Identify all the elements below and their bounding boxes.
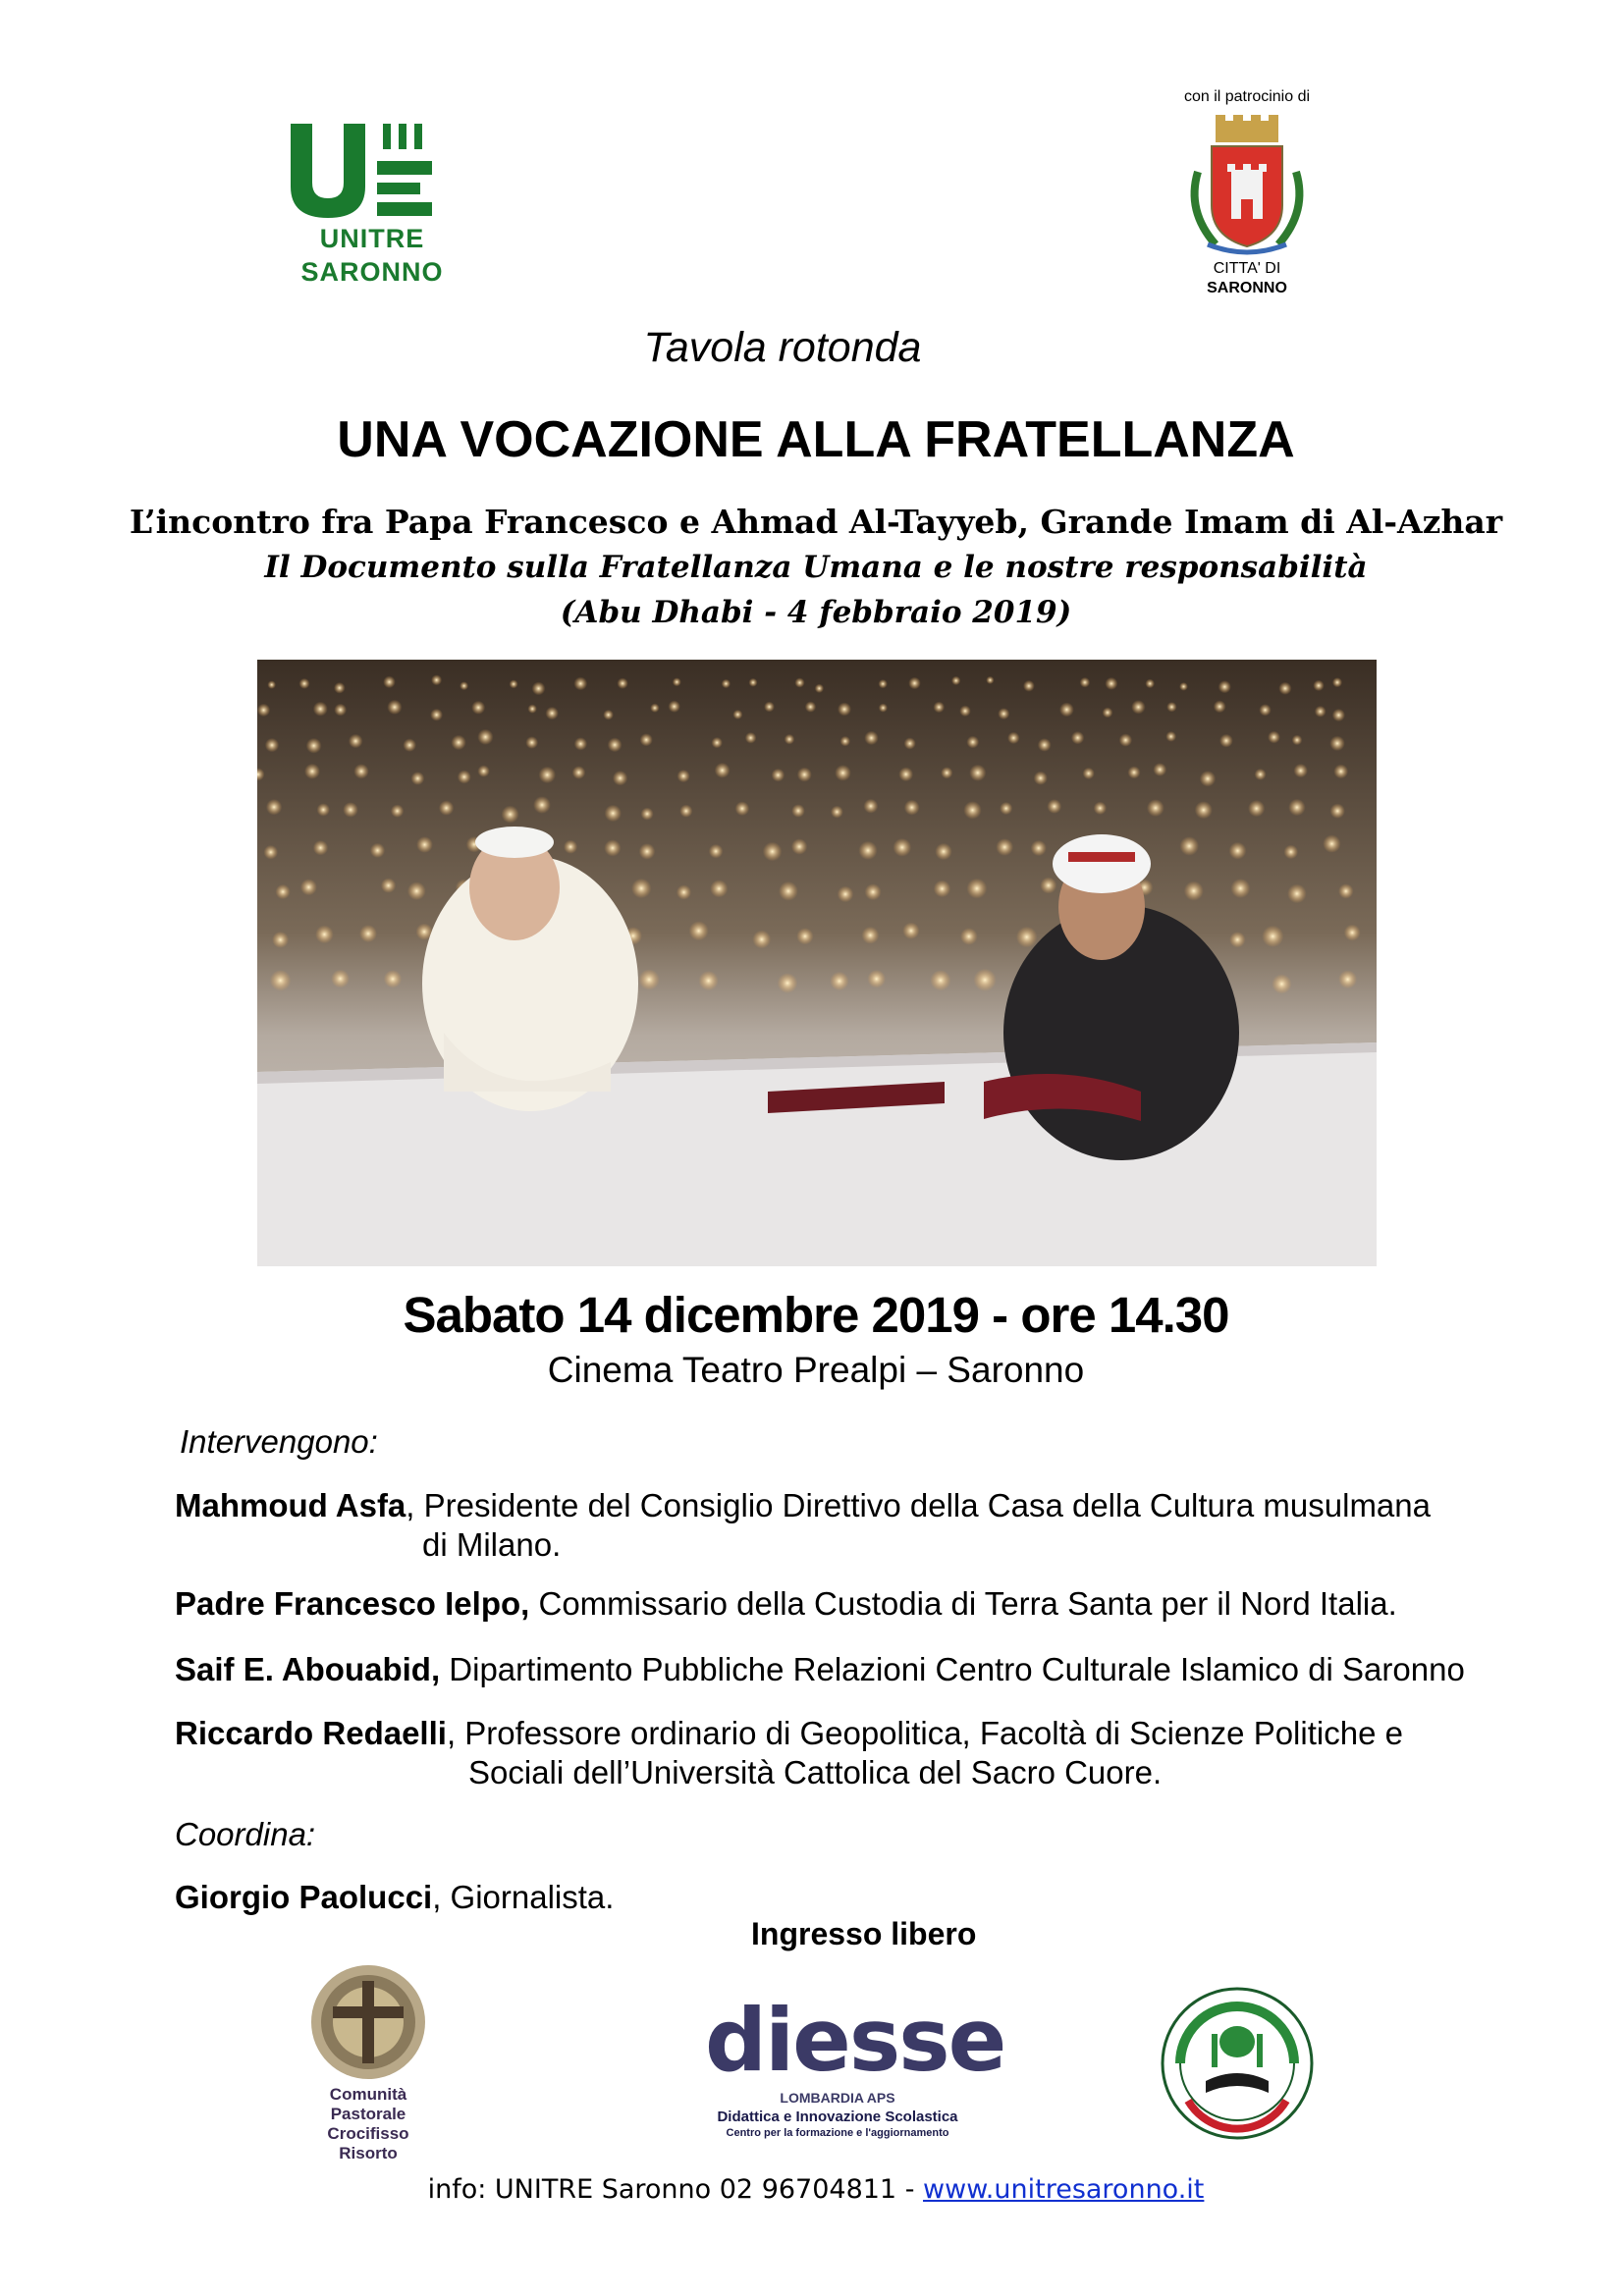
bokeh-light <box>967 879 988 899</box>
bokeh-light <box>722 679 731 688</box>
bokeh-light <box>276 884 291 899</box>
bokeh-light <box>264 845 279 860</box>
bokeh-light <box>391 805 404 818</box>
bokeh-light <box>1007 732 1019 744</box>
unitre-logo <box>289 122 456 289</box>
bokeh-light <box>1200 771 1216 786</box>
bokeh-light <box>677 884 691 899</box>
bokeh-light <box>266 799 282 815</box>
bokeh-light <box>416 836 433 853</box>
speaker-name: Riccardo Redaelli <box>175 1715 447 1751</box>
event-subtitle-line2: Il Documento sulla Fratellanza Umana e le nostre responsabilità <box>264 550 1368 585</box>
bokeh-light <box>904 800 920 816</box>
bokeh-light <box>572 766 586 779</box>
bokeh-light <box>431 674 442 685</box>
speaker-role-continued: di Milano. <box>422 1526 562 1563</box>
speaker-role: , Professore ordinario di Geopolitica, Facoltà di Scienze Politiche e <box>446 1715 1403 1751</box>
bokeh-light <box>1080 677 1091 688</box>
unitre-logo-line2: SARONNO <box>300 257 444 287</box>
bokeh-light <box>966 736 979 749</box>
bokeh-light <box>935 843 951 860</box>
patronage-label: con il patrocinio di <box>1183 88 1311 105</box>
bokeh-light <box>1145 679 1155 689</box>
bokeh-light <box>458 771 471 784</box>
diesse-line2: Didattica e Innovazione Scolastica <box>717 2109 958 2125</box>
moderator-name: Giorgio Paolucci <box>175 1879 433 1915</box>
bokeh-light <box>1083 768 1095 779</box>
diesse-name: diesse <box>705 1990 1005 2091</box>
speakers-label: Intervengono: <box>180 1423 378 1460</box>
bokeh-light <box>1248 800 1265 817</box>
bokeh-light <box>1284 845 1299 860</box>
event-photo <box>257 660 1377 1266</box>
bokeh-light <box>334 704 347 717</box>
bokeh-light <box>317 803 330 816</box>
bokeh-light <box>1000 802 1012 815</box>
bokeh-light <box>712 737 723 748</box>
event-title: UNA VOCAZIONE ALLA FRATELLANZA <box>337 411 1295 468</box>
bokeh-light <box>477 765 489 776</box>
bokeh-light <box>1023 680 1035 692</box>
bokeh-light <box>605 805 622 822</box>
bokeh-light <box>969 765 986 781</box>
bokeh-light <box>272 932 289 948</box>
bokeh-light <box>732 710 742 720</box>
bokeh-light <box>257 704 270 717</box>
bokeh-light <box>631 879 651 898</box>
bokeh-light <box>639 843 656 860</box>
bokeh-light <box>617 678 627 689</box>
bokeh-light <box>638 969 659 989</box>
bokeh-light <box>546 707 559 720</box>
comunita-line3: Crocifisso <box>327 2124 409 2143</box>
bokeh-light <box>1031 840 1047 856</box>
diesse-line1: LOMBARDIA APS <box>780 2090 895 2106</box>
bokeh-light <box>613 771 627 785</box>
bokeh-light <box>879 704 888 713</box>
bokeh-light <box>533 796 551 814</box>
bokeh-light <box>604 839 621 856</box>
bokeh-light <box>996 838 1013 856</box>
speaker-role: Commissario della Custodia di Terra Santa per il Nord Italia. <box>529 1585 1397 1622</box>
bokeh-light <box>867 970 886 988</box>
bokeh-light <box>763 842 783 862</box>
bokeh-light <box>791 804 805 818</box>
bokeh-light <box>805 701 816 712</box>
bokeh-light <box>1229 932 1245 947</box>
bokeh-light <box>772 769 785 782</box>
bokeh-light <box>407 881 426 900</box>
bokeh-light <box>502 806 519 824</box>
bokeh-light <box>1255 769 1267 780</box>
moderator-role: , Giornalista. <box>432 1879 615 1915</box>
bokeh-light <box>1040 878 1056 894</box>
bokeh-light <box>864 799 879 814</box>
bokeh-light <box>1259 704 1271 716</box>
bokeh-light <box>1338 970 1357 988</box>
bokeh-light <box>1059 703 1074 718</box>
bokeh-light <box>1344 925 1361 941</box>
bokeh-light <box>951 676 960 685</box>
bokeh-light <box>864 731 878 745</box>
bokeh-light <box>265 738 279 752</box>
bokeh-light <box>1047 799 1061 814</box>
bokeh-light <box>353 764 368 778</box>
event-kicker: Tavola rotonda <box>643 324 922 371</box>
bokeh-light <box>1105 677 1117 690</box>
bokeh-light <box>383 676 396 689</box>
speaker-name: Padre Francesco Ielpo, <box>175 1585 530 1622</box>
comunita-line4: Risorto <box>339 2144 398 2163</box>
info-text: info: UNITRE Saronno 02 96704811 - <box>427 2174 924 2205</box>
bokeh-light <box>1230 879 1250 898</box>
bokeh-light <box>1179 682 1188 691</box>
bokeh-light <box>564 840 577 854</box>
bokeh-light <box>764 702 775 713</box>
bokeh-light <box>1332 677 1342 687</box>
bokeh-light <box>430 709 443 721</box>
bokeh-light <box>673 677 681 686</box>
moderator-item <box>175 1877 614 1917</box>
bokeh-light <box>574 737 587 750</box>
bokeh-light <box>510 679 518 688</box>
bokeh-light <box>838 886 854 903</box>
bokeh-light <box>313 840 328 855</box>
diesse-line3: Centro per la formazione e l'aggiornamento <box>726 2127 949 2139</box>
bokeh-light <box>1333 765 1348 779</box>
bokeh-light <box>532 682 546 696</box>
bokeh-light <box>974 969 997 991</box>
speaker-role: , Presidente del Consiglio Direttivo della Casa della Cultura musulmana <box>406 1487 1431 1523</box>
event-subtitle-line1: L’incontro fra Papa Francesco e Ahmad Al-Tayyeb, Grande Imam di Al-Azhar <box>129 503 1503 541</box>
bokeh-light <box>959 706 971 718</box>
bokeh-light <box>1128 766 1141 778</box>
bokeh-light <box>794 677 804 687</box>
bokeh-light <box>1218 680 1231 693</box>
bokeh-light <box>1034 772 1048 785</box>
bokeh-light <box>608 737 623 752</box>
bokeh-light <box>1038 738 1052 752</box>
bokeh-light <box>791 838 807 854</box>
bokeh-light <box>778 973 798 993</box>
bokeh-light <box>669 701 680 713</box>
bokeh-light <box>941 767 952 778</box>
bokeh-light <box>1179 836 1199 856</box>
bokeh-light <box>343 802 358 818</box>
speaker-item <box>175 1649 1465 1689</box>
bokeh-light <box>331 970 350 988</box>
bokeh-light <box>934 702 946 714</box>
bokeh-light <box>313 702 328 717</box>
bokeh-light <box>1094 802 1107 815</box>
bokeh-light <box>1292 735 1303 746</box>
bokeh-light <box>898 767 913 781</box>
bokeh-light <box>384 970 402 988</box>
bokeh-light <box>699 971 719 990</box>
bokeh-light <box>1262 926 1283 947</box>
bokeh-light <box>1229 842 1247 860</box>
bokeh-light <box>1165 731 1176 742</box>
bokeh-light <box>270 970 292 991</box>
comunita-pastorale-logo <box>299 1963 437 2164</box>
bokeh-light <box>439 800 454 815</box>
bokeh-light <box>1214 700 1226 713</box>
bokeh-light <box>715 763 731 778</box>
bokeh-light <box>603 710 614 721</box>
bokeh-light <box>1195 801 1213 819</box>
bokeh-light <box>838 703 851 717</box>
bokeh-light <box>267 680 276 689</box>
bokeh-light <box>930 970 950 990</box>
event-date-time: Sabato 14 dicembre 2019 - ore 14.30 <box>403 1287 1229 1343</box>
bokeh-light <box>403 738 416 752</box>
bokeh-light <box>349 734 363 749</box>
bokeh-light <box>745 732 757 744</box>
bokeh-light <box>862 927 880 944</box>
coat-of-arms-icon <box>1168 113 1326 260</box>
bokeh-light <box>1313 680 1324 691</box>
bokeh-light <box>893 838 911 857</box>
info-line <box>0 2174 1624 2205</box>
speaker-name: Saif E. Abouabid, <box>175 1651 441 1687</box>
bokeh-light <box>1184 881 1204 901</box>
bokeh-light <box>908 677 921 690</box>
bokeh-light <box>835 765 851 781</box>
saronno-coat-of-arms <box>1168 113 1326 314</box>
bokeh-light <box>749 678 758 687</box>
bokeh-light <box>1294 764 1308 777</box>
bokeh-light <box>710 880 728 897</box>
signing-ceremony-image <box>257 660 1377 1266</box>
bokeh-light <box>304 764 320 779</box>
event-venue: Cinema Teatro Prealpi – Saronno <box>547 1350 1085 1390</box>
bokeh-light <box>679 805 692 818</box>
bokeh-light <box>779 881 798 901</box>
bokeh-light <box>641 808 654 821</box>
bokeh-light <box>1103 708 1113 719</box>
bokeh-light <box>902 923 919 939</box>
bokeh-light <box>689 921 709 940</box>
bokeh-light <box>539 767 556 783</box>
bokeh-light <box>858 841 877 860</box>
bokeh-light <box>359 925 377 942</box>
bokeh-light <box>315 926 334 944</box>
centro-culturale-islamico-logo <box>1159 1983 1316 2145</box>
comunita-line2: Pastorale <box>330 2105 406 2123</box>
bokeh-light <box>1131 700 1145 714</box>
bokeh-light <box>963 801 981 819</box>
bokeh-light <box>1119 733 1132 746</box>
bokeh-light <box>300 879 317 895</box>
bokeh-light <box>1338 883 1353 898</box>
bokeh-light <box>840 736 851 747</box>
speaker-item <box>175 1485 1431 1525</box>
bokeh-light <box>934 881 951 898</box>
bokeh-light <box>1330 804 1345 819</box>
speaker-role: Dipartimento Pubbliche Relazioni Centro Culturale Islamico di Saronno <box>440 1651 1465 1687</box>
coat-label-line2: SARONNO <box>1207 280 1287 296</box>
website-link[interactable]: www.unitresaronno.it <box>923 2174 1205 2205</box>
bokeh-light <box>1329 736 1345 752</box>
bokeh-light <box>370 843 385 858</box>
bokeh-light <box>785 734 795 745</box>
bokeh-light <box>640 733 653 746</box>
bokeh-light <box>1332 709 1345 721</box>
bokeh-light <box>334 682 346 694</box>
bokeh-light <box>1147 799 1164 817</box>
bokeh-light <box>306 738 322 754</box>
speaker-name: Mahmoud Asfa <box>175 1487 406 1523</box>
bokeh-light <box>1219 734 1233 748</box>
bokeh-light <box>831 806 843 819</box>
moderator-label: Coordina: <box>175 1816 316 1852</box>
coat-label-line1: CITTA' DI <box>1213 260 1281 277</box>
bokeh-light <box>411 772 425 785</box>
bokeh-light <box>815 684 824 693</box>
bokeh-light <box>904 737 916 749</box>
bokeh-light <box>1272 974 1291 993</box>
bokeh-light <box>1166 702 1176 712</box>
cross-emblem-icon <box>299 1963 437 2081</box>
bokeh-light <box>387 700 402 715</box>
bokeh-light <box>709 844 724 859</box>
event-subtitle-line3: (Abu Dhabi - 4 febbraio 2019) <box>560 595 1072 630</box>
bokeh-light <box>471 701 485 715</box>
bokeh-light <box>460 681 468 690</box>
bokeh-light <box>998 708 1009 720</box>
bokeh-light <box>1323 834 1340 852</box>
admission-note: Ingresso libero <box>751 1916 977 1951</box>
bokeh-light <box>677 770 690 782</box>
bokeh-light <box>797 768 812 782</box>
bokeh-light <box>960 928 978 945</box>
islamic-center-emblem-icon <box>1159 1983 1316 2145</box>
speaker-item <box>175 1713 1403 1753</box>
unitre-logo-line1: UNITRE <box>319 224 425 253</box>
bokeh-light <box>528 704 537 713</box>
bokeh-light <box>830 972 848 990</box>
bokeh-light <box>381 878 396 892</box>
bokeh-light <box>650 704 659 713</box>
bokeh-light <box>451 735 465 750</box>
diesse-logo <box>705 1990 1005 2145</box>
speaker-role-continued: Sociali dell’Università Cattolica del Sacro Cuore. <box>468 1754 1163 1790</box>
bokeh-light <box>865 883 882 900</box>
bokeh-light <box>299 678 310 689</box>
bokeh-light <box>1287 884 1307 904</box>
bokeh-light <box>1315 706 1326 718</box>
bokeh-light <box>573 677 587 691</box>
speaker-item <box>175 1583 1397 1624</box>
bokeh-light <box>1016 927 1038 948</box>
bokeh-light <box>735 801 750 816</box>
bokeh-light <box>986 676 994 684</box>
bokeh-light <box>1268 731 1280 744</box>
bokeh-light <box>879 679 888 688</box>
unitre-mark-icon <box>289 122 456 220</box>
bokeh-light <box>752 931 771 949</box>
bokeh-light <box>525 736 538 749</box>
bokeh-light <box>1278 682 1291 695</box>
comunita-line1: Comunità <box>329 2085 407 2104</box>
bokeh-light <box>477 729 493 745</box>
bokeh-light <box>796 928 813 944</box>
bokeh-light <box>1153 763 1166 776</box>
bokeh-light <box>1288 799 1305 816</box>
bokeh-light <box>1071 731 1084 744</box>
